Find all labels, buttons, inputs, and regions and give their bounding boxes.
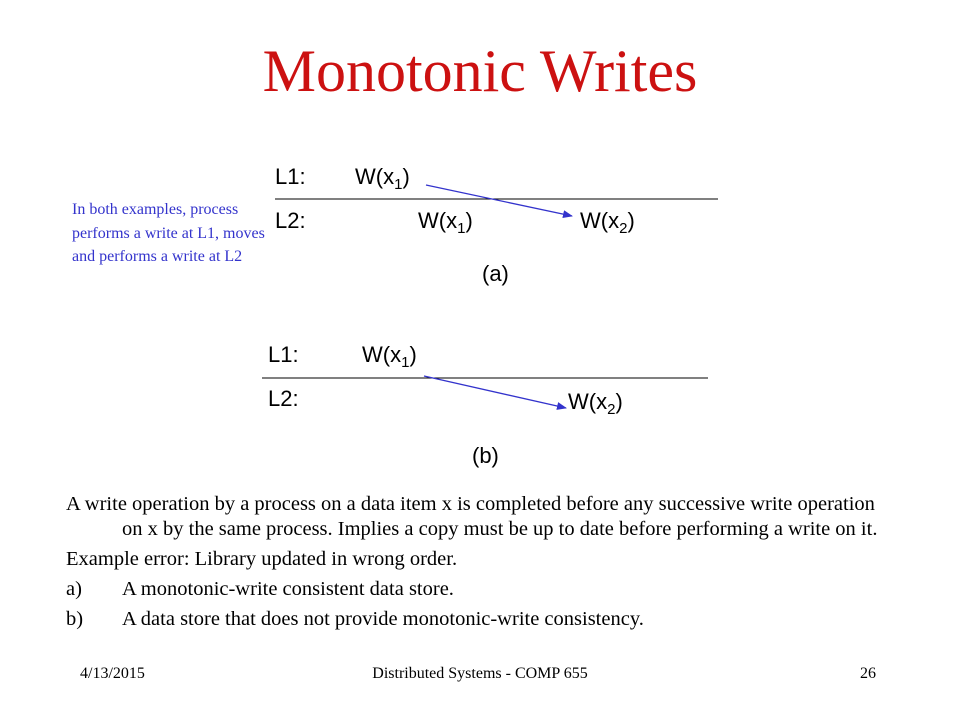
diagram-b-caption: (b) — [472, 443, 499, 468]
diagram-a-l2-write-2: $W(x_2)$ — [580, 208, 635, 237]
diagram-a-l1-label: L1: — [275, 164, 306, 189]
footer-date: 4/13/2015 — [80, 665, 145, 682]
list-item-marker: a) — [66, 578, 82, 600]
diagram-b-arrow — [424, 376, 566, 408]
list-item-text: A monotonic-write consistent data store. — [122, 578, 454, 600]
diagram-a-l2-write-1: $W(x_1)$ — [418, 208, 473, 237]
slide-title: Monotonic Writes — [262, 38, 698, 104]
diagram-a — [275, 164, 718, 286]
footer-course: Distributed Systems - COMP 655 — [372, 665, 588, 682]
side-note: In both examples, process performs a write at L1, moves and performs a write at L2 — [72, 201, 265, 265]
diagram-a-l2-label: L2: — [275, 208, 306, 233]
body-text — [66, 492, 896, 637]
list-item-text: A data store that does not provide monotonic-write consistency. — [122, 608, 644, 630]
list-item-marker: b) — [66, 608, 84, 630]
footer-page-number: 26 — [860, 665, 876, 682]
diagram-b-l1-label: L1: — [268, 342, 299, 367]
diagram-b — [262, 342, 708, 468]
list-item — [66, 577, 896, 602]
definition-paragraph: A write operation by a process on a data item x is completed before any successive write operation on x by the same process. Implies a copy must be up to date before performing a write on it. — [66, 493, 878, 540]
diagram-b-l1-write: $W(x_1)$ — [362, 342, 417, 371]
list-item — [66, 607, 896, 632]
example-paragraph: Example error: Library updated in wrong order. — [66, 548, 458, 570]
diagram-b-l2-write: $W(x_2)$ — [568, 389, 623, 418]
diagram-a-l1-write: $W(x_1)$ — [355, 164, 410, 193]
diagram-a-caption: (a) — [482, 261, 509, 286]
diagram-b-l2-label: L2: — [268, 386, 299, 411]
